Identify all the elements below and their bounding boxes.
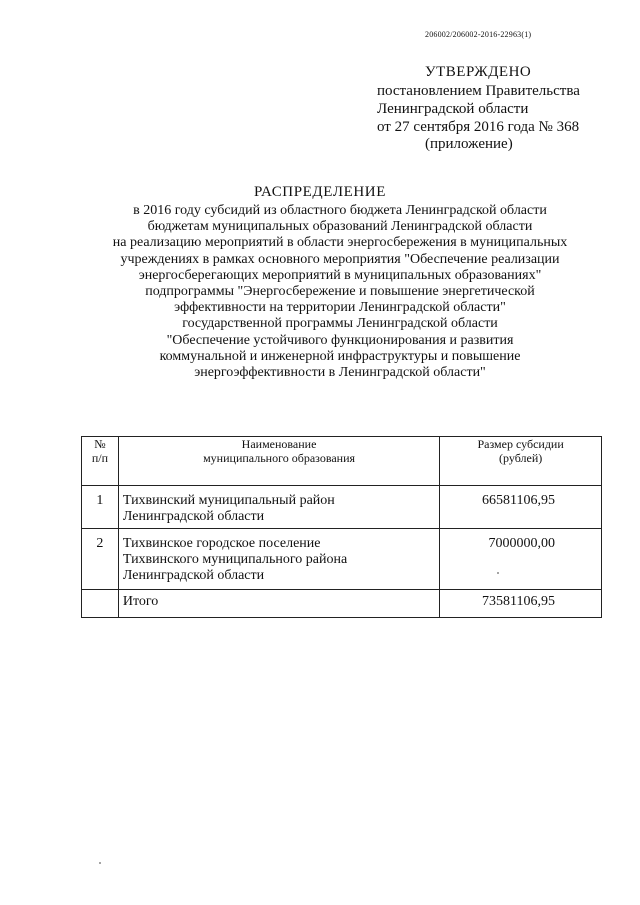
row-amount: 7000000,00 bbox=[440, 529, 602, 590]
document-id: 206002/206002-2016-22963(1) bbox=[425, 30, 532, 39]
header-name bbox=[118, 437, 439, 486]
header-amount-line-1: Размер субсидии bbox=[477, 437, 564, 451]
description-line: "Обеспечение устойчивого функционирования и развития bbox=[166, 332, 514, 348]
distribution-description bbox=[90, 203, 590, 381]
row-name-line: Тихвинское городское поселение bbox=[122, 536, 321, 551]
description-line: коммунальной и инженерной инфраструктуры и повышение bbox=[159, 348, 521, 364]
header-number bbox=[82, 437, 119, 486]
row-name-line: Ленинградской области bbox=[122, 509, 265, 524]
approval-line-4: (приложение) bbox=[425, 136, 513, 152]
description-line: государственной программы Ленинградской области bbox=[182, 316, 498, 332]
header-number-line-1: № bbox=[94, 437, 106, 451]
table-header-row bbox=[82, 437, 602, 486]
scan-speck bbox=[99, 862, 101, 864]
table-row bbox=[82, 529, 602, 590]
description-line: подпрограммы "Энергосбережение и повышение энергетической bbox=[145, 284, 535, 300]
table-row bbox=[82, 486, 602, 529]
row-name bbox=[118, 486, 439, 529]
approval-line-2: Ленинградской области bbox=[377, 101, 529, 117]
header-number-line-2: п/п bbox=[91, 451, 109, 465]
description-line: на реализацию мероприятий в области энергосбережения в муниципальных bbox=[112, 235, 568, 251]
description-line: энергосберегающих мероприятий в муниципальных образованиях" bbox=[138, 267, 542, 283]
header-amount bbox=[440, 437, 602, 486]
total-amount: 73581106,95 bbox=[440, 590, 602, 618]
header-amount-line-2: (рублей) bbox=[499, 451, 543, 465]
row-name bbox=[118, 529, 439, 590]
description-line: энергоэффективности в Ленинградской области" bbox=[194, 365, 486, 381]
subsidy-table bbox=[81, 436, 602, 618]
total-number-empty bbox=[82, 590, 119, 618]
header-name-line-1: Наименование bbox=[241, 437, 317, 451]
description-line: в 2016 году субсидий из областного бюджета Ленинградской области bbox=[133, 203, 547, 218]
scan-speck bbox=[497, 572, 499, 574]
approval-line-1: постановлением Правительства bbox=[377, 83, 580, 99]
approval-line-3: от 27 сентября 2016 года № 368 bbox=[377, 119, 580, 135]
row-amount: 66581106,95 bbox=[440, 486, 602, 529]
approval-title: УТВЕРЖДЕНО bbox=[425, 64, 532, 80]
distribution-title: РАСПРЕДЕЛЕНИЕ bbox=[253, 184, 386, 200]
description-line: учреждениях в рамках основного мероприятия "Обеспечение реализации bbox=[120, 251, 560, 267]
row-name-line: Тихвинский муниципальный район bbox=[122, 493, 335, 508]
header-name-line-2: муниципального образования bbox=[203, 451, 356, 465]
row-number: 1 bbox=[82, 486, 119, 529]
total-label: Итого bbox=[118, 590, 439, 618]
row-number: 2 bbox=[82, 529, 119, 590]
row-name-line: Тихвинского муниципального района bbox=[122, 552, 348, 567]
table-total-row bbox=[82, 590, 602, 618]
description-line: эффективности на территории Ленинградской области" bbox=[174, 300, 506, 316]
description-line: бюджетам муниципальных образований Ленинградской области bbox=[147, 219, 533, 235]
row-name-line: Ленинградской области bbox=[122, 568, 265, 583]
